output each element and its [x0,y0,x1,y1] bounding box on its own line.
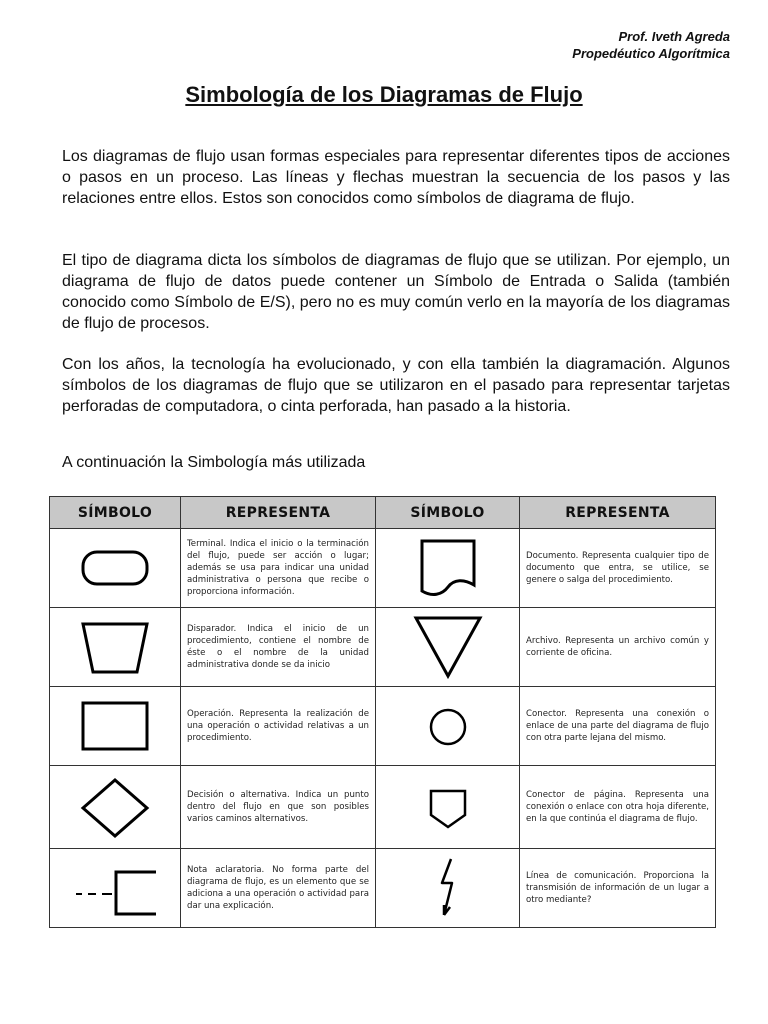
table-header-row [50,497,716,529]
decision-symbol-icon [75,772,155,842]
header-represents-right: REPRESENTA [520,497,716,529]
symbol-cell [50,608,181,687]
header-symbol-right: SÍMBOLO [376,497,520,529]
description-cell: Operación. Representa la realización de una operación o actividad relativas a un procedimiento. [181,687,376,766]
description-cell: Nota aclaratoria. No forma parte del diagrama de flujo, es un elemento que se adiciona a una operación o actividad para dar una explicación. [181,849,376,928]
document-header [572,28,730,62]
paragraph-intro: Los diagramas de flujo usan formas especiales para representar diferentes tipos de acciones o pasos en un proceso. Las líneas y flechas muestran la secuencia de los pasos y las relaciones entre ellos. Estos son conocidos como símbolos de diagrama de flujo. [62,148,730,207]
paragraph-diagram-type: El tipo de diagrama dicta los símbolos de diagramas de flujo que se utilizan. Por ejemplo, un diagrama de flujo de datos puede contener un Símbolo de Entrada o Salida (también conocido como Símbolo de E/S), pero no es muy común verlo en la mayoría de los diagramas de flujo de procesos. [62,252,730,332]
author-name: Prof. Iveth Agreda [618,29,730,44]
offpage-connector-symbol-icon [418,777,478,837]
paragraph-lead-in: A continuación la Simbología más utilizada [62,454,366,471]
description-cell: Decisión o alternativa. Indica un punto dentro del flujo en que son posibles varios caminos alternativos. [181,766,376,849]
description-cell: Línea de comunicación. Proporciona la transmisión de información de un lugar a otro mediante? [520,849,716,928]
symbol-cell [50,687,181,766]
symbol-cell [376,849,520,928]
table-row [50,687,716,766]
process-symbol-icon [75,696,155,756]
table-row [50,849,716,928]
table-row [50,608,716,687]
symbol-cell [50,529,181,608]
page-title: Simbología de los Diagramas de Flujo [185,82,583,107]
terminal-symbol-icon [75,543,155,593]
document-symbol-icon [408,533,488,603]
communication-line-symbol-icon [428,853,468,923]
connector-symbol-icon [418,696,478,756]
annotation-symbol-icon [60,858,170,918]
description-cell: Documento. Representa cualquier tipo de documento que entra, se utilice, se genere o salga del procedimiento. [520,529,716,608]
description-cell: Conector. Representa una conexión o enlace de una parte del diagrama de flujo con otra parte lejana del mismo. [520,687,716,766]
description-cell: Conector de página. Representa una conexión o enlace con otra hoja diferente, en la que continúa el diagrama de flujo. [520,766,716,849]
table-row [50,529,716,608]
symbol-cell [376,529,520,608]
symbol-table [49,496,716,928]
symbol-cell [50,766,181,849]
paragraph-history: Con los años, la tecnología ha evolucionado, y con ella también la diagramación. Algunos símbolos de los diagramas de flujo que se utilizaron en el pasado para representar tarjetas perforadas de computadora, o cinta perforada, han pasado a la historia. [62,356,730,415]
symbol-cell [376,687,520,766]
archive-symbol-icon [408,612,488,682]
symbol-cell [376,766,520,849]
description-cell: Disparador. Indica el inicio de un procedimiento, contiene el nombre de éste o el nombre de la unidad administrativa donde se da inicio [181,608,376,687]
symbol-cell [50,849,181,928]
header-represents-left: REPRESENTA [181,497,376,529]
table-row [50,766,716,849]
symbol-cell [376,608,520,687]
description-cell: Terminal. Indica el inicio o la terminación del flujo, puede ser acción o lugar; además se usa para indicar una unidad administrativa o persona que recibe o proporciona información. [181,529,376,608]
trigger-symbol-icon [75,614,155,680]
course-name: Propedéutico Algorítmica [572,46,730,61]
header-symbol-left: SÍMBOLO [50,497,181,529]
description-cell: Archivo. Representa un archivo común y corriente de oficina. [520,608,716,687]
